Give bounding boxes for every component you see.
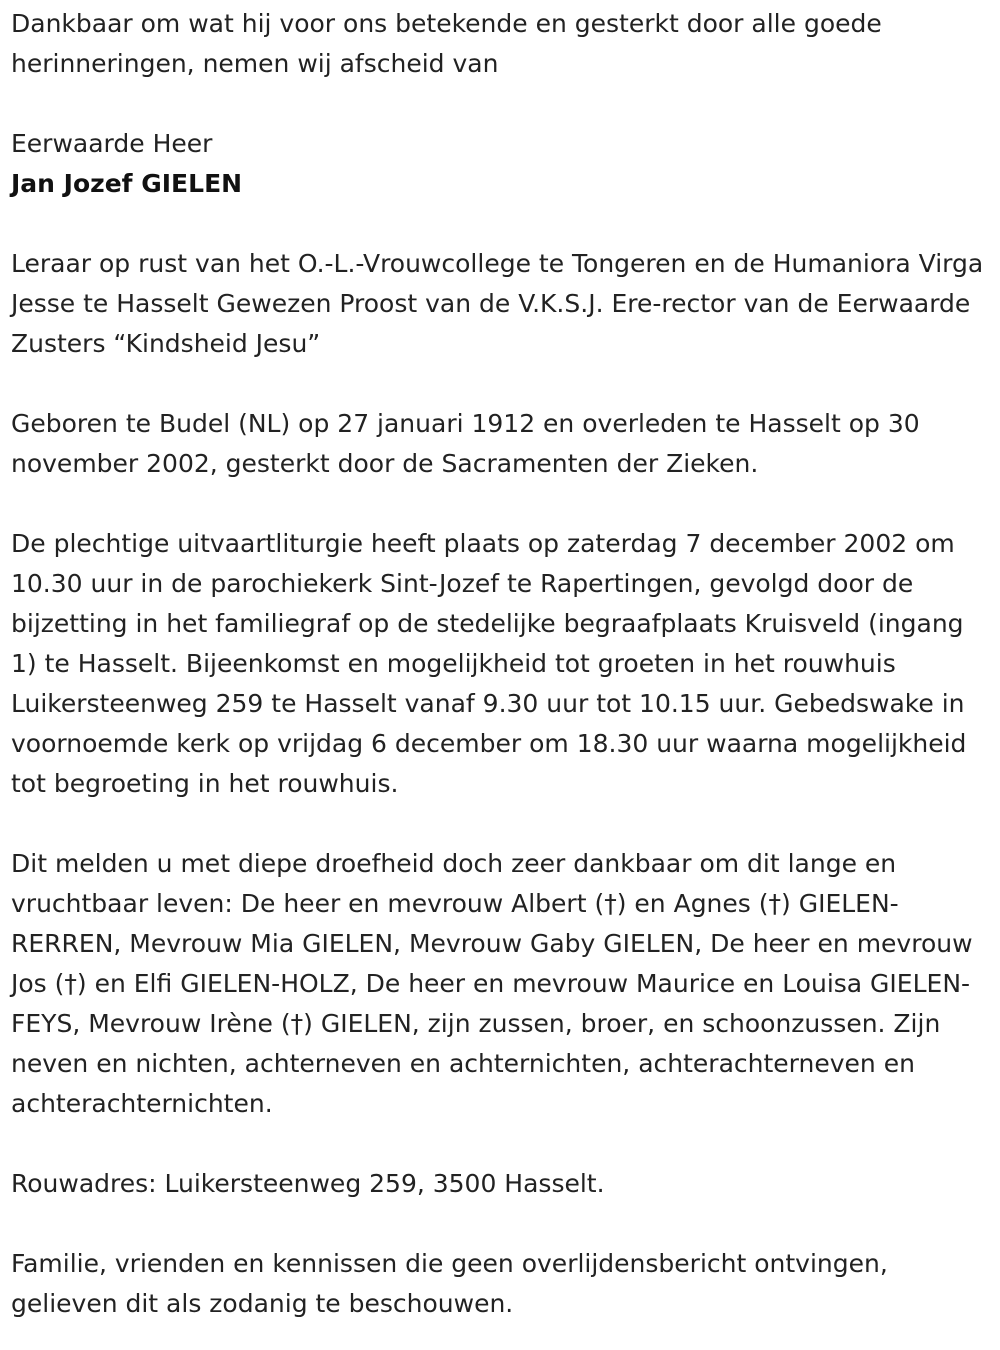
spacer	[11, 804, 986, 844]
obituary-notice	[11, 4, 986, 1324]
deceased-name: Jan Jozef GIELEN	[11, 169, 243, 198]
family-paragraph: Dit melden u met diepe droefheid doch zeer dankbaar om dit lange en vruchtbaar leven: De heer en mevrouw Albert (†) en Agnes (†) GIELEN-RERREN, Mevrouw Mia GIELEN, Mevrouw Gaby GIELEN, De heer en mevrouw Jos (†) en Elfi GIELEN-HOLZ, De heer en mevrouw Maurice en Louisa GIELEN-FEYS, Mevrouw Irène (†) GIELEN, zijn zussen, broer, en schoonzussen. Zijn neven en nichten, achterneven en achternichten, achterachterneven en achterachternichten.	[11, 849, 973, 1118]
spacer	[11, 204, 986, 244]
intro-paragraph: Dankbaar om wat hij voor ons betekende en gesterkt door alle goede herinneringen, nemen wij afscheid van	[11, 9, 882, 78]
closing-paragraph: Familie, vrienden en kennissen die geen overlijdensbericht ontvingen, gelieven dit als zodanig te beschouwen.	[11, 1249, 888, 1318]
mourning-address: Rouwadres: Luikersteenweg 259, 3500 Hasselt.	[11, 1169, 605, 1198]
spacer	[11, 84, 986, 124]
honorific-title: Eerwaarde Heer	[11, 129, 213, 158]
funeral-paragraph: De plechtige uitvaartliturgie heeft plaats op zaterdag 7 december 2002 om 10.30 uur in de parochiekerk Sint-Jozef te Rapertingen, gevolgd door de bijzetting in het familiegraf op de stedelijke begraafplaats Kruisveld (ingang 1) te Hasselt. Bijeenkomst en mogelijkheid tot groeten in het rouwhuis Luikersteenweg 259 te Hasselt vanaf 9.30 uur tot 10.15 uur. Gebedswake in voornoemde kerk op vrijdag 6 december om 18.30 uur waarna mogelijkheid tot begroeting in het rouwhuis.	[11, 529, 967, 798]
titles-paragraph: Leraar op rust van het O.-L.-Vrouwcollege te Tongeren en de Humaniora Virga Jesse te Hasselt Gewezen Proost van de V.K.S.J. Ere-rector van de Eerwaarde Zusters “Kindsheid Jesu”	[11, 249, 984, 358]
birth-death-paragraph: Geboren te Budel (NL) op 27 januari 1912 en overleden te Hasselt op 30 november 2002, gesterkt door de Sacramenten der Zieken.	[11, 409, 920, 478]
spacer	[11, 1204, 986, 1244]
spacer	[11, 364, 986, 404]
spacer	[11, 1124, 986, 1164]
spacer	[11, 484, 986, 524]
